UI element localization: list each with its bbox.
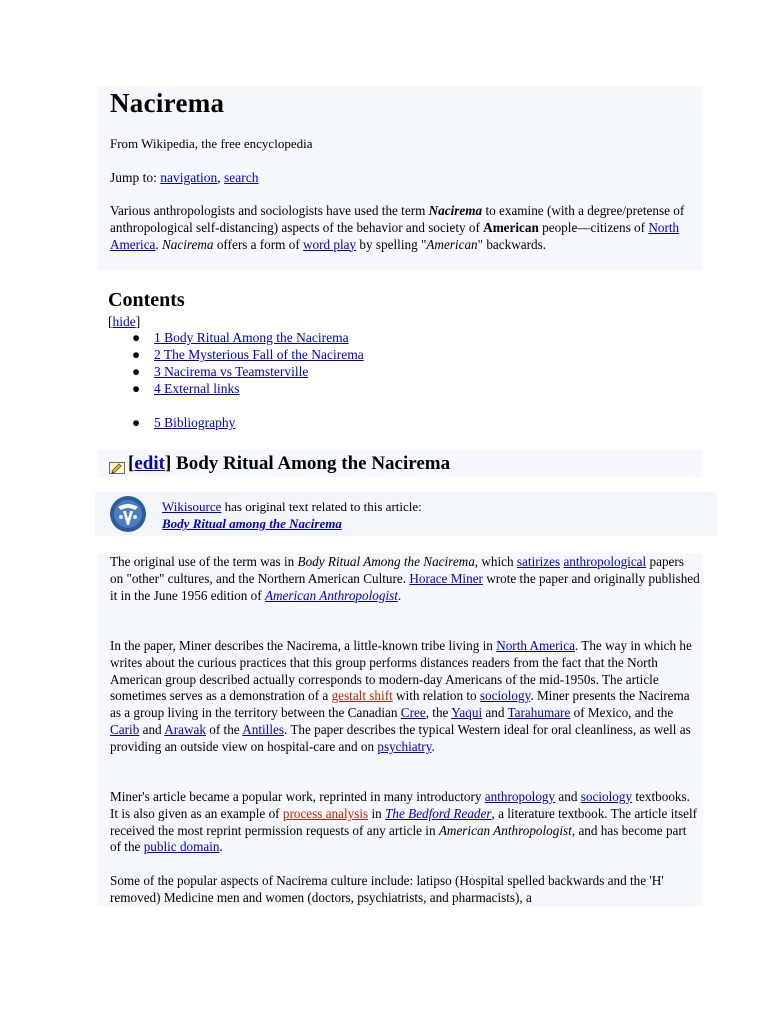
paragraph-text: with relation to [392, 688, 480, 704]
public-domain-link[interactable]: public domain [143, 839, 220, 855]
intro-bold-term: Nacirema [428, 203, 483, 218]
paragraph-text: . [219, 839, 223, 855]
toc-item [132, 330, 349, 346]
intro-text: by spelling " [356, 236, 427, 252]
wikisource-description: has original text related to this article: [221, 499, 422, 514]
page-subtitle: From Wikipedia, the free encyclopedia [110, 136, 313, 151]
paragraph-text: The original use of the term was in [110, 554, 298, 569]
hide-bracket: [ [108, 314, 113, 329]
toc-item [132, 347, 364, 363]
intro-text: " backwards. [477, 236, 547, 252]
process-analysis-link[interactable]: process analysis [282, 805, 369, 821]
jump-separator: , [217, 170, 225, 185]
paragraph-text: of the [205, 721, 243, 737]
jump-prefix: Jump to: [110, 170, 161, 185]
paragraph-text: papers on "other" cultures, and the Northern American Culture. [110, 554, 684, 586]
paragraph-text: In the paper, Miner describes the Nacirema, a little-known tribe living in [110, 638, 497, 653]
contents-heading: Contents [108, 289, 185, 311]
sociology-link[interactable]: sociology [580, 789, 633, 804]
toc-link-body-ritual[interactable]: 1 Body Ritual Among the Nacirema [154, 330, 349, 345]
intro-text: people—citizens of [538, 219, 649, 235]
paragraph-italic: Body Ritual Among the Nacirema [297, 554, 475, 569]
word-play-link[interactable]: word play [303, 236, 357, 252]
satirizes-link[interactable]: satirizes [516, 554, 561, 569]
american-anthropologist-link[interactable]: American Anthropologist [264, 587, 398, 603]
paragraph-text: wrote the paper and originally published it in the June 1956 edition of [110, 570, 700, 603]
paragraph-text: and [482, 705, 508, 721]
paragraph-text: of Mexico, and the [570, 705, 674, 721]
paragraph-popular-aspects [110, 873, 700, 907]
toc-link-teamsterville[interactable]: 3 Nacirema vs Teamsterville [154, 364, 309, 379]
intro-italic-american: American [426, 236, 478, 252]
carib-link[interactable]: Carib [110, 721, 140, 737]
jump-navigation-link[interactable]: navigation [160, 170, 218, 185]
wikisource-link[interactable]: Wikisource [162, 499, 222, 514]
toc-link-bibliography[interactable]: 5 Bibliography [154, 415, 236, 430]
north-america-link[interactable]: North America [496, 638, 575, 653]
yaqui-link[interactable]: Yaqui [451, 705, 483, 721]
paragraph-text: and [139, 721, 165, 737]
toc-item [132, 415, 235, 431]
psychiatry-link[interactable]: psychiatry [377, 738, 432, 754]
gestalt-shift-link[interactable]: gestalt shift [331, 688, 393, 704]
horace-miner-link[interactable]: Horace Miner [409, 570, 483, 586]
section-title: Body Ritual Among the Nacirema [171, 453, 451, 474]
paragraph-text: in [368, 805, 386, 821]
anthropological-link[interactable]: anthropological [563, 554, 647, 569]
intro-italic-term: Nacirema [162, 236, 214, 252]
pencil-icon[interactable] [109, 458, 125, 470]
section-heading-body-ritual [109, 453, 450, 475]
bullet-icon: ● [132, 330, 141, 345]
wikisource-logo-icon [109, 495, 147, 533]
tarahumare-link[interactable]: Tarahumare [507, 705, 571, 721]
north-america-link[interactable]: North America [110, 219, 680, 252]
hide-link[interactable]: hide [112, 314, 136, 329]
paragraph-text: Miner's article became a popular work, reprinted in many introductory [110, 789, 485, 804]
edit-bracket: ] [164, 453, 172, 474]
bullet-icon: ● [132, 364, 141, 379]
arawak-link[interactable]: Arawak [164, 721, 206, 737]
paragraph-popular-work [110, 789, 700, 856]
edit-link[interactable]: edit [134, 453, 165, 474]
paragraph-text: and [555, 789, 581, 804]
edit-bracket: [ [128, 453, 135, 474]
paragraph-text: . Miner presents the Nacirema as a group living in the territory between the Canadian [110, 688, 690, 721]
paragraph-text: , a literature textbook. The article itself received the most reprint permission requests of any article in [110, 805, 698, 838]
toc-link-external-links[interactable]: 4 External links [154, 381, 240, 396]
paragraph-text: , the [425, 705, 452, 721]
page-title: Nacirema [110, 88, 225, 118]
intro-text: . [155, 236, 162, 252]
wikisource-line [162, 498, 422, 515]
sociology-link[interactable]: sociology [479, 688, 531, 704]
bullet-icon: ● [132, 381, 141, 396]
intro-paragraph [110, 203, 700, 253]
antilles-link[interactable]: Antilles [242, 721, 284, 737]
intro-text: Various anthropologists and sociologists have used the term [110, 203, 429, 218]
bedford-reader-link[interactable]: The Bedford Reader [385, 805, 492, 821]
intro-text: offers a form of [213, 236, 304, 252]
toc-item [132, 364, 308, 380]
toc-item [132, 381, 239, 397]
paragraph-text: . The paper describes the typical Western ideal for oral cleanliness, as well as providing an outside view on hospital-care and on [110, 721, 691, 754]
intro-text: to examine (with a degree/pretense of anthropological self-distancing) aspects of the behavior and society of [110, 203, 685, 235]
wikisource-text [162, 498, 422, 532]
paragraph-text: textbooks. It is also given as an example of [110, 789, 690, 821]
paragraph-text: . [397, 587, 402, 603]
wikisource-article-link[interactable]: Body Ritual among the Nacirema [162, 516, 342, 531]
paragraph-text: . The way in which he writes about the curious practices that this group performs distances readers from the fact that the North American group described actually corresponds to modern-day Americans of the mid-1950s. The article sometimes serves as a demonstration of a [110, 638, 692, 704]
wikisource-article-line [162, 515, 422, 532]
anthropology-link[interactable]: anthropology [484, 789, 556, 804]
paragraph-text: Some of the popular aspects of Nacirema culture include: latipso (Hospital spelled backwards and the 'H' removed) Medicine men and women (doctors, psychiatrists, and pharmacists), a [110, 873, 664, 905]
contents-hide-toggle [108, 314, 140, 330]
paragraph-italic: American Anthropologist [438, 822, 572, 838]
toc-link-mysterious-fall[interactable]: 2 The Mysterious Fall of the Nacirema [154, 347, 364, 362]
bullet-icon: ● [132, 347, 141, 362]
intro-bold-american: American [483, 219, 539, 235]
hide-bracket: ] [135, 314, 141, 329]
paragraph-miner-describes [110, 638, 700, 756]
jump-to [110, 170, 259, 186]
paragraph-text: , and has become part of the [110, 822, 687, 855]
jump-search-link[interactable]: search [224, 170, 259, 185]
paragraph-text: , which [474, 554, 517, 569]
bullet-icon: ● [132, 415, 141, 430]
paragraph-text: . [431, 738, 435, 754]
cree-link[interactable]: Cree [400, 705, 426, 721]
paragraph-original-use [110, 554, 700, 604]
